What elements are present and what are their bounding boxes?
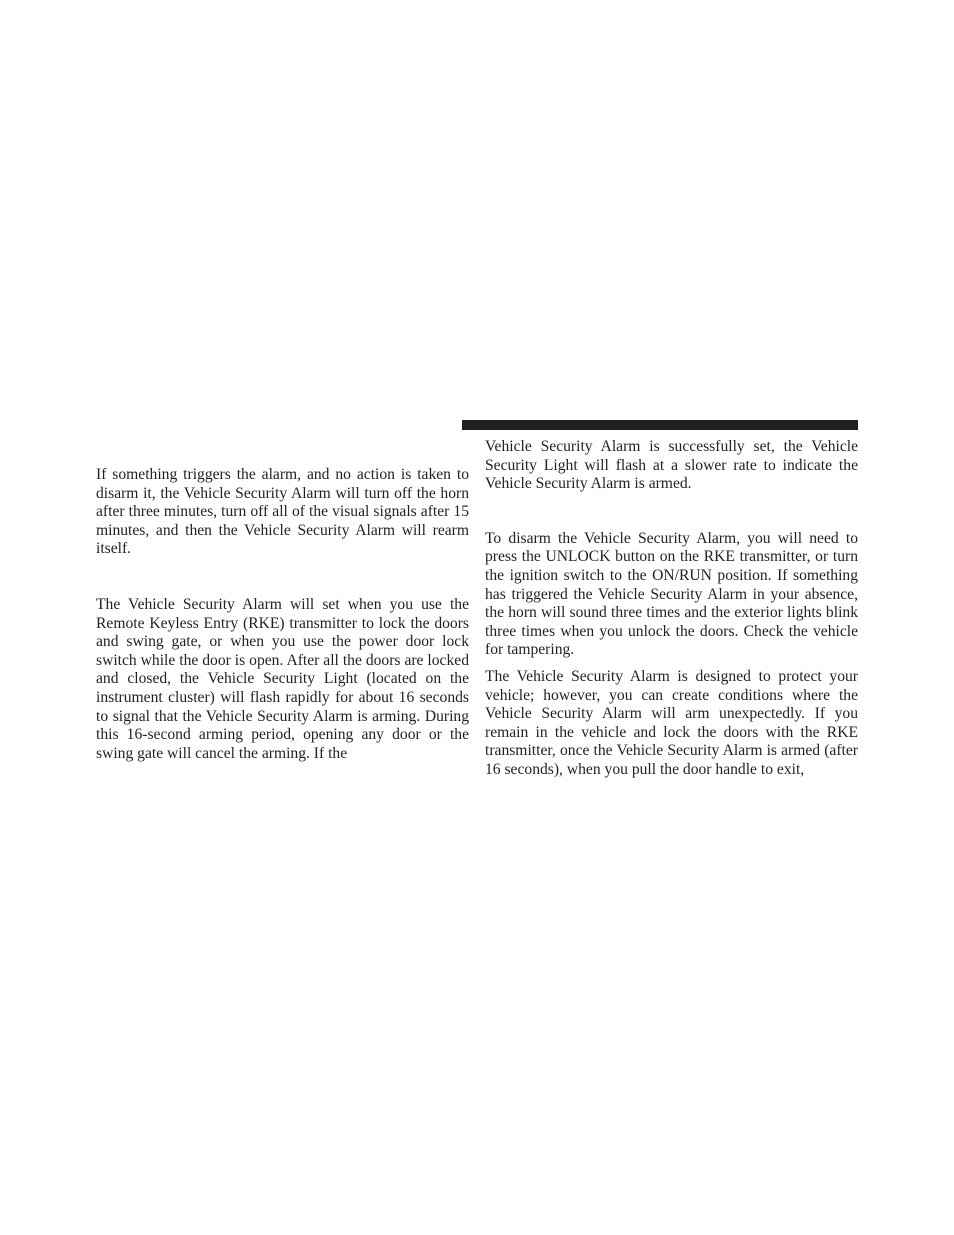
alarm-armed-paragraph: Vehicle Security Alarm is successfully set, the Vehicle Security Light will flash at a slower rate to indicate the Vehicle Security Alarm is armed. [485,438,858,493]
alarm-disarm-paragraph: To disarm the Vehicle Security Alarm, you will need to press the UNLOCK button on the RKE transmitter, or turn the ignition switch to the ON/RUN position. If something has triggered the Vehicle Security Alarm in your absence, the horn will sound three times and the exterior lights blink three times when you unlock the doors. Check the vehicle for tampering. [485,529,858,659]
left-text-column [96,466,469,763]
paragraph-space [485,660,858,668]
alarm-rearm-paragraph: If something triggers the alarm, and no action is taken to disarm it, the Vehicle Security Alarm will turn off the horn after three minutes, turn off all of the visual signals after 15 minutes, and then the Vehicle Security Alarm will rearm itself. [96,466,469,558]
alarm-unexpected-arm-paragraph: The Vehicle Security Alarm is designed to protect your vehicle; however, you can create conditions where the Vehicle Security Alarm will arm unexpectedly. If you remain in the vehicle and lock the doors with the RKE transmitter, once the Vehicle Security Alarm is armed (after 16 seconds), when you pull the door handle to exit, [485,667,858,778]
right-text-column [485,438,858,780]
section-divider-bar [462,420,858,430]
subheading-space [96,559,469,596]
subheading-space [485,494,858,530]
alarm-setting-paragraph: The Vehicle Security Alarm will set when you use the Remote Keyless Entry (RKE) transmitter to lock the doors and swing gate, or when you use the power door lock switch while the door is open. After all the doors are locked and closed, the Vehicle Security Light (located on the instrument cluster) will flash rapidly for about 16 seconds to signal that the Vehicle Security Alarm is arming. During this 16-second arming period, opening any door or the swing gate will cancel the arming. If the [96,595,469,762]
